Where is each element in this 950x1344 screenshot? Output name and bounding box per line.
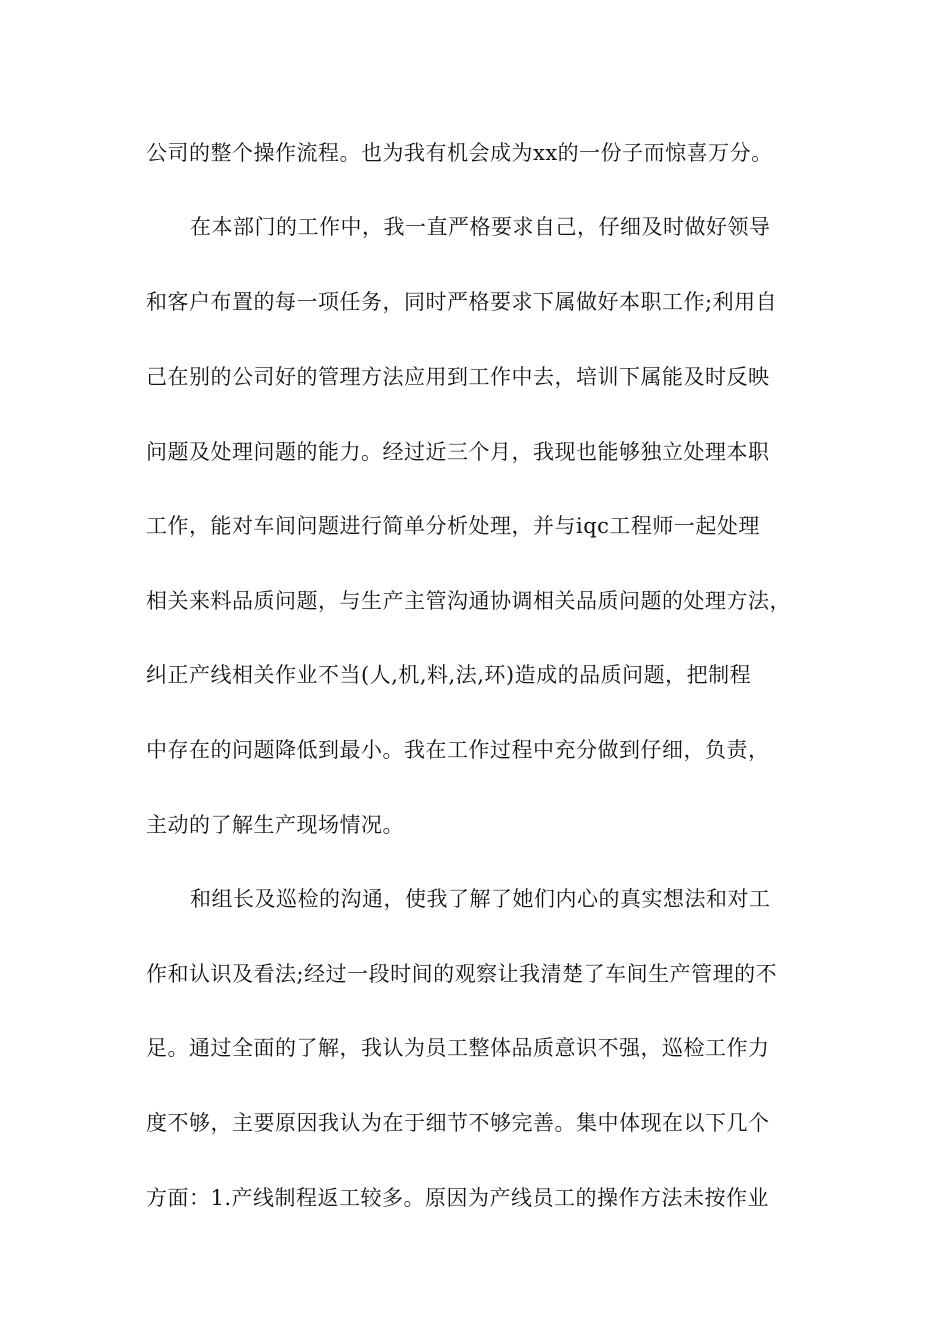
text-line: 和组长及巡检的沟通，使我了解了她们内心的真实想法和对工 [190, 887, 771, 911]
text-line: 问题及处理问题的能力。经过近三个月，我现也能够独立处理本职 [146, 440, 770, 464]
text-line: 度不够，主要原因我认为在于细节不够完善。集中体现在以下几个 [146, 1111, 770, 1135]
text-line: 在本部门的工作中，我一直严格要求自己，仔细及时做好领导 [190, 215, 771, 239]
text-line: 主动的了解生产现场情况。 [146, 813, 404, 837]
text-line: 作和认识及看法;经过一段时间的观察让我清楚了车间生产管理的不 [146, 962, 778, 986]
text-line: 纠正产线相关作业不当(人,机,料,法,环)造成的品质问题，把制程 [146, 663, 752, 687]
text-line: 方面：1.产线制程返工较多。原因为产线员工的操作方法未按作业 [146, 1186, 770, 1210]
text-line: 足。通过全面的了解，我认为员工整体品质意识不强，巡检工作力 [146, 1036, 770, 1060]
text-line: 公司的整个操作流程。也为我有机会成为xx的一份子而惊喜万分。 [146, 141, 773, 165]
text-line: 己在别的公司好的管理方法应用到工作中去，培训下属能及时反映 [146, 365, 770, 389]
text-line: 中存在的问题降低到最小。我在工作过程中充分做到仔细，负责， [146, 738, 770, 762]
text-line: 相关来料品质问题，与生产主管沟通协调相关品质问题的处理方法， [146, 589, 791, 613]
text-line: 工作，能对车间问题进行简单分析处理，并与iqc工程师一起处理 [146, 514, 760, 538]
text-line: 和客户布置的每一项任务，同时严格要求下属做好本职工作;利用自 [146, 290, 778, 314]
